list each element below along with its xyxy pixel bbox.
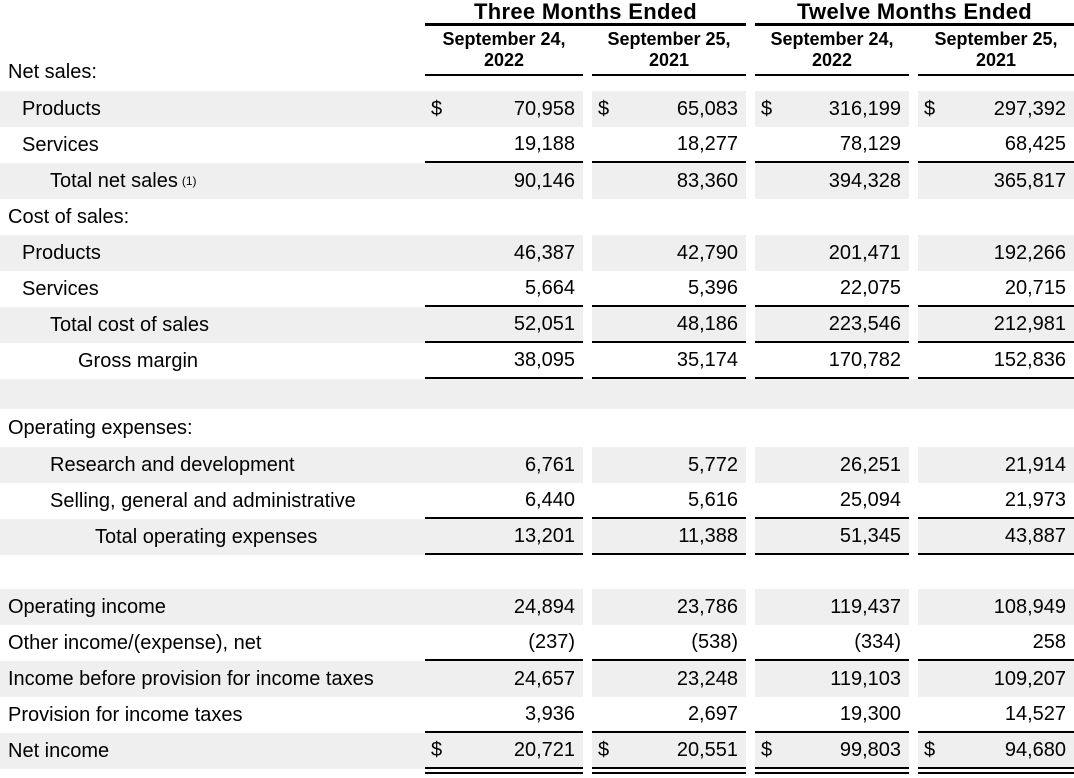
group-label: Three Months Ended (474, 0, 697, 24)
column-header (425, 26, 583, 76)
row-income-before-taxes (0, 661, 1074, 697)
cell-value: 192,266 (993, 241, 1066, 264)
value-cell (592, 447, 746, 483)
double-rule (755, 769, 909, 774)
row-label: Research and development (50, 453, 295, 476)
column-header-year: 2022 (483, 50, 525, 70)
value-cell (425, 733, 583, 769)
cell-value: 24,657 (513, 667, 575, 690)
double-rule (592, 769, 746, 774)
cell-value: (237) (528, 630, 575, 653)
cell-value: 20,721 (513, 738, 575, 761)
value-cell (918, 127, 1074, 163)
value-cell (425, 447, 583, 483)
value-cell (918, 661, 1074, 697)
cell-value: 11,388 (678, 524, 738, 547)
value-cell (592, 483, 746, 519)
value-cell (755, 343, 909, 379)
value-cell (425, 91, 583, 127)
dollar-sign: $ (598, 738, 610, 761)
group-label: Twelve Months Ended (796, 0, 1033, 24)
column-header-year: 2021 (648, 50, 690, 70)
cell-value: 43,887 (1004, 524, 1066, 547)
cell-value: 22,075 (839, 276, 901, 299)
value-cell (918, 163, 1074, 199)
cell-value: 48,186 (676, 312, 738, 335)
value-cell (755, 519, 909, 555)
value-cell (755, 127, 909, 163)
value-cell (425, 235, 583, 271)
value-cell (918, 447, 1074, 483)
value-cell (918, 235, 1074, 271)
value-cell (592, 343, 746, 379)
row-total-cost-of-sales (0, 307, 1074, 343)
row-label: Operating income (8, 595, 166, 618)
value-cell (592, 697, 746, 733)
cell-value: 13,201 (513, 524, 575, 547)
row-label: Net income (8, 739, 110, 762)
cell-value: 46,387 (513, 241, 575, 264)
row-selling-general-admin (0, 483, 1074, 519)
cell-value: 119,437 (830, 595, 901, 618)
value-cell (592, 127, 746, 163)
value-cell (755, 163, 909, 199)
cell-value: 365,817 (993, 169, 1066, 192)
value-cell (918, 625, 1074, 661)
value-cell (592, 661, 746, 697)
cell-value: 20,551 (676, 738, 738, 761)
value-cell (592, 307, 746, 343)
footnote-ref: (1) (181, 174, 197, 188)
cell-value: 94,680 (1004, 738, 1066, 761)
row-net-income (0, 733, 1074, 769)
cell-value: 5,664 (524, 276, 575, 299)
row-services (0, 127, 1074, 163)
row-total-operating-expenses (0, 519, 1074, 555)
cell-value: 119,103 (830, 667, 901, 690)
value-cell (755, 661, 909, 697)
cell-value: 19,188 (513, 132, 575, 155)
value-cell (918, 343, 1074, 379)
cell-value: 35,174 (676, 348, 738, 371)
cell-value: 297,392 (993, 97, 1066, 120)
cell-value: 20,715 (1004, 276, 1066, 299)
date-header-row (0, 26, 1074, 76)
value-cell (425, 589, 583, 625)
dollar-sign: $ (431, 97, 443, 120)
row-label: Services (22, 277, 99, 300)
double-rule (918, 769, 1074, 774)
cell-value: 6,761 (524, 453, 575, 476)
dollar-sign: $ (431, 738, 443, 761)
row-label: Cost of sales: (8, 205, 130, 228)
value-cell (918, 91, 1074, 127)
row-label: Total net sales (50, 169, 178, 192)
value-cell (592, 625, 746, 661)
value-cell (592, 235, 746, 271)
cell-value: 70,958 (513, 97, 575, 120)
value-cell (425, 127, 583, 163)
cell-value: 83,360 (676, 169, 738, 192)
row-other-income-expense (0, 625, 1074, 661)
group-header-three-months (425, 0, 746, 26)
value-cell (425, 697, 583, 733)
value-cell (755, 91, 909, 127)
cell-value: 21,914 (1004, 453, 1066, 476)
column-header (755, 26, 909, 76)
row-label: Services (22, 133, 99, 156)
value-cell (425, 343, 583, 379)
cell-value: 14,527 (1004, 702, 1066, 725)
period-group-row (0, 0, 1074, 26)
cell-value: 109,207 (993, 667, 1066, 690)
row-label: Net sales: (8, 61, 97, 83)
cell-value: 23,248 (676, 667, 738, 690)
row-gross-margin (0, 343, 1074, 379)
value-cell (918, 697, 1074, 733)
row-label: Products (22, 97, 101, 120)
cell-value: 5,396 (687, 276, 738, 299)
dollar-sign: $ (924, 97, 936, 120)
row-label: Total operating expenses (95, 525, 318, 548)
row-provision-income-taxes (0, 697, 1074, 733)
row-label: Provision for income taxes (8, 703, 243, 726)
value-cell (425, 483, 583, 519)
row-cost-of-sales (0, 199, 1074, 235)
dollar-sign: $ (924, 738, 936, 761)
cell-value: 170,782 (828, 348, 901, 371)
value-cell (918, 483, 1074, 519)
value-cell (425, 519, 583, 555)
value-cell (592, 519, 746, 555)
row-products (0, 91, 1074, 127)
cell-value: 25,094 (839, 488, 901, 511)
cell-value: 19,300 (839, 702, 901, 725)
row-label: Operating expenses: (8, 416, 193, 439)
table-header (0, 0, 1074, 91)
value-cell (755, 307, 909, 343)
column-header (592, 26, 746, 76)
value-cell (755, 625, 909, 661)
value-cell (755, 483, 909, 519)
cell-value: 68,425 (1004, 132, 1066, 155)
row-label: Gross margin (78, 349, 199, 372)
cell-value: 99,803 (839, 738, 901, 761)
value-cell (592, 271, 746, 307)
row-operating-expenses (0, 409, 1074, 447)
cell-value: 258 (1032, 630, 1066, 653)
cell-value: 78,129 (839, 132, 901, 155)
row-research-development (0, 447, 1074, 483)
value-cell (592, 589, 746, 625)
cell-value: 5,616 (687, 488, 738, 511)
value-cell (918, 519, 1074, 555)
row-net-sales (8, 61, 97, 84)
cell-value: 3,936 (524, 702, 575, 725)
double-rule (425, 769, 583, 774)
row-label: Total cost of sales (50, 313, 209, 336)
column-header-date: September 24, (770, 29, 894, 49)
value-cell (918, 733, 1074, 769)
cell-value: 5,772 (687, 453, 738, 476)
value-cell (918, 307, 1074, 343)
cell-value: 24,894 (513, 595, 575, 618)
value-cell (918, 271, 1074, 307)
cell-value: 38,095 (513, 348, 575, 371)
cell-value: (538) (691, 630, 738, 653)
cell-value: 18,277 (676, 132, 738, 155)
cell-value: 42,790 (676, 241, 738, 264)
row-cost-services (0, 271, 1074, 307)
value-cell (425, 625, 583, 661)
cell-value: 201,471 (828, 241, 901, 264)
value-cell (425, 271, 583, 307)
spacer-row (0, 555, 1074, 589)
row-label: Products (22, 241, 101, 264)
column-header (918, 26, 1074, 76)
header-spacer (0, 0, 425, 26)
cell-value: 212,981 (993, 312, 1066, 335)
cell-value: 2,697 (687, 702, 738, 725)
column-header-date: September 25, (934, 29, 1058, 49)
cell-value: 394,328 (828, 169, 901, 192)
group-header-twelve-months (755, 0, 1074, 26)
value-cell (755, 733, 909, 769)
cell-value: 6,440 (524, 488, 575, 511)
row-label: Income before provision for income taxes (8, 667, 374, 690)
value-cell (755, 697, 909, 733)
cell-value: 108,949 (993, 595, 1066, 618)
value-cell (425, 307, 583, 343)
row-operating-income (0, 589, 1074, 625)
cell-value: 152,836 (993, 348, 1066, 371)
cell-value: 21,973 (1004, 488, 1066, 511)
dollar-sign: $ (761, 97, 773, 120)
column-header-date: September 24, (442, 29, 566, 49)
column-header-date: September 25, (607, 29, 731, 49)
value-cell (755, 271, 909, 307)
dollar-sign: $ (598, 97, 610, 120)
column-header-year: 2022 (811, 50, 853, 70)
cell-value: 223,546 (828, 312, 901, 335)
value-cell (755, 235, 909, 271)
cell-value: 316,199 (828, 97, 901, 120)
dollar-sign: $ (761, 738, 773, 761)
cell-value: 65,083 (676, 97, 738, 120)
value-cell (918, 589, 1074, 625)
value-cell (425, 661, 583, 697)
value-cell (755, 589, 909, 625)
value-cell (592, 163, 746, 199)
row-label: Other income/(expense), net (8, 631, 262, 654)
cell-value: 52,051 (513, 312, 575, 335)
value-cell (755, 447, 909, 483)
value-cell (592, 91, 746, 127)
spacer-row (0, 379, 1074, 409)
row-cost-products (0, 235, 1074, 271)
double-rule-row (0, 769, 1074, 774)
cell-value: 23,786 (676, 595, 738, 618)
column-header-year: 2021 (975, 50, 1017, 70)
cell-value: 51,345 (839, 524, 901, 547)
value-cell (592, 733, 746, 769)
cell-value: (334) (854, 630, 901, 653)
cell-value: 90,146 (513, 169, 575, 192)
cell-value: 26,251 (839, 453, 901, 476)
row-total-net-sales (0, 163, 1074, 199)
value-cell (425, 163, 583, 199)
row-label: Selling, general and administrative (50, 489, 356, 512)
